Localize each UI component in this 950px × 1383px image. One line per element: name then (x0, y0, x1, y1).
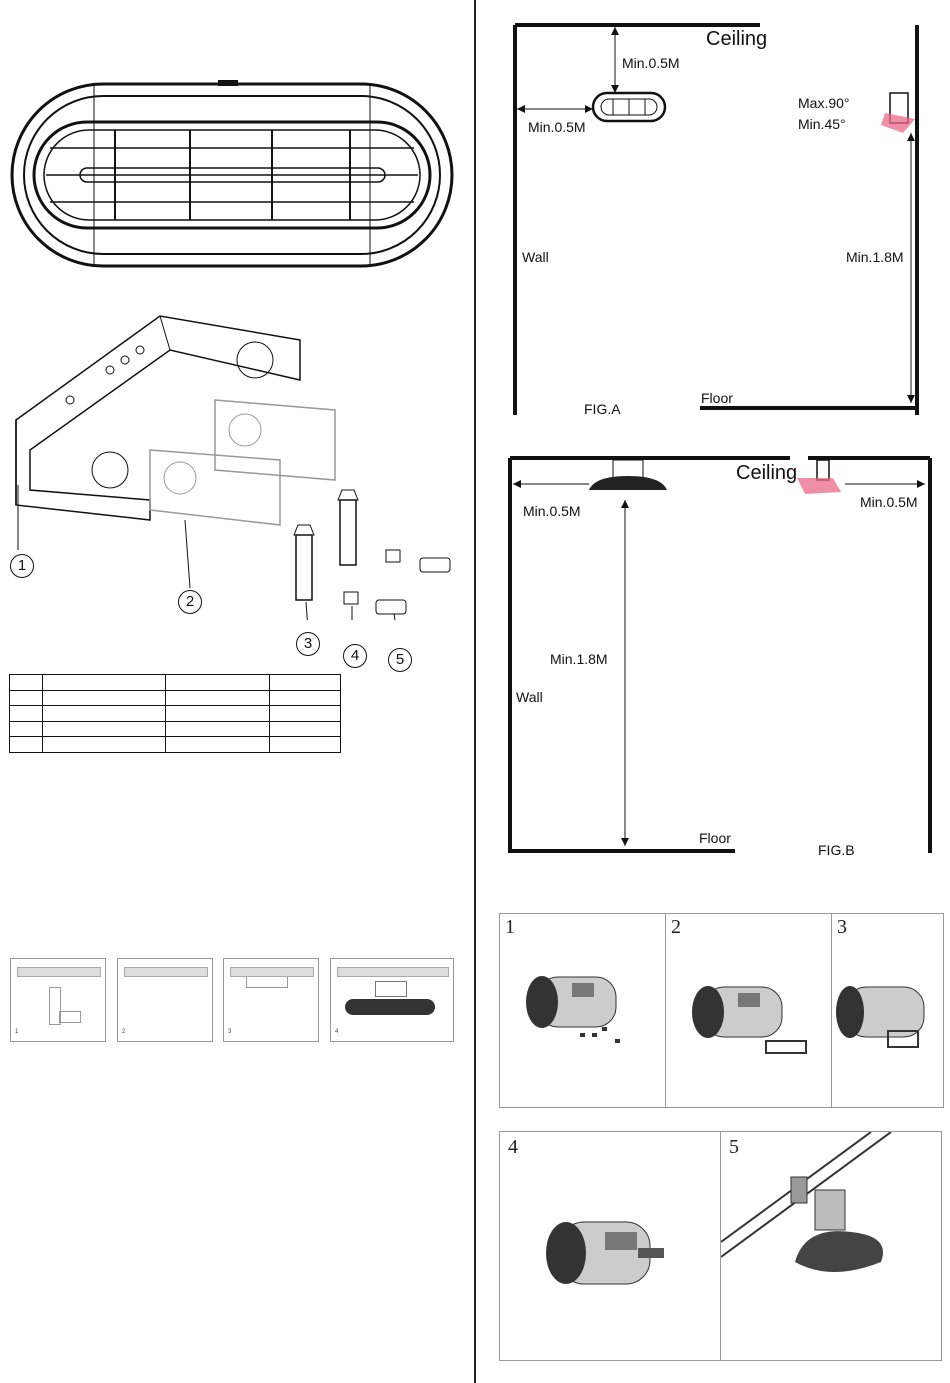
parts-table (9, 674, 341, 753)
step-number: 3 (837, 916, 847, 938)
fig-a-min-height: Min.1.8M (846, 249, 904, 265)
fig-b-min-left: Min.0.5M (523, 503, 581, 519)
table-row (10, 737, 341, 753)
step-number: 4 (508, 1136, 518, 1158)
thumb-number: 3 (228, 1029, 232, 1035)
column-divider (474, 0, 476, 1383)
assembly-step-5 (720, 1131, 942, 1361)
callout-4: 4 (343, 644, 367, 668)
heater-front-illustration (10, 80, 455, 270)
fig-a-ceiling-label: Ceiling (706, 28, 768, 50)
fig-a-min-side: Min.0.5M (528, 119, 586, 135)
table-row (10, 706, 341, 722)
fig-b-wall-label: Wall (516, 689, 543, 705)
fig-a-min-angle: Min.45° (798, 116, 846, 132)
install-thumb-2 (117, 958, 213, 1042)
step-number: 2 (671, 916, 681, 938)
step-number: 5 (729, 1136, 739, 1158)
table-row (10, 675, 341, 691)
assembly-step-4 (499, 1131, 721, 1361)
callout-2: 2 (178, 590, 202, 614)
fig-b-caption: FIG.B (818, 842, 855, 858)
thumb-number: 2 (122, 1029, 126, 1035)
callout-3: 3 (296, 632, 320, 656)
thumb-number: 4 (335, 1029, 339, 1035)
fig-b-floor-label: Floor (699, 830, 731, 846)
assembly-step-2 (665, 913, 832, 1108)
thumb-number: 1 (15, 1029, 19, 1035)
bracket-exploded-illustration (10, 310, 460, 620)
fig-b-min-right: Min.0.5M (860, 494, 918, 510)
fig-a-floor-label: Floor (701, 390, 733, 406)
install-thumb-1 (10, 958, 106, 1042)
install-thumb-4 (330, 958, 454, 1042)
fig-a-diagram (505, 15, 935, 420)
fig-a-caption: FIG.A (584, 401, 621, 417)
fig-a-min-top: Min.0.5M (622, 55, 680, 71)
fig-b-min-height: Min.1.8M (550, 651, 608, 667)
table-row (10, 690, 341, 706)
fig-a-max-angle: Max.90° (798, 95, 850, 111)
fig-b-ceiling-label: Ceiling (736, 462, 798, 484)
callout-1: 1 (10, 554, 34, 578)
callout-5: 5 (388, 648, 412, 672)
install-thumb-3 (223, 958, 319, 1042)
assembly-step-3 (831, 913, 944, 1108)
assembly-step-1 (499, 913, 666, 1108)
step-number: 1 (505, 916, 515, 938)
fig-a-wall-label: Wall (522, 249, 549, 265)
table-row (10, 721, 341, 737)
